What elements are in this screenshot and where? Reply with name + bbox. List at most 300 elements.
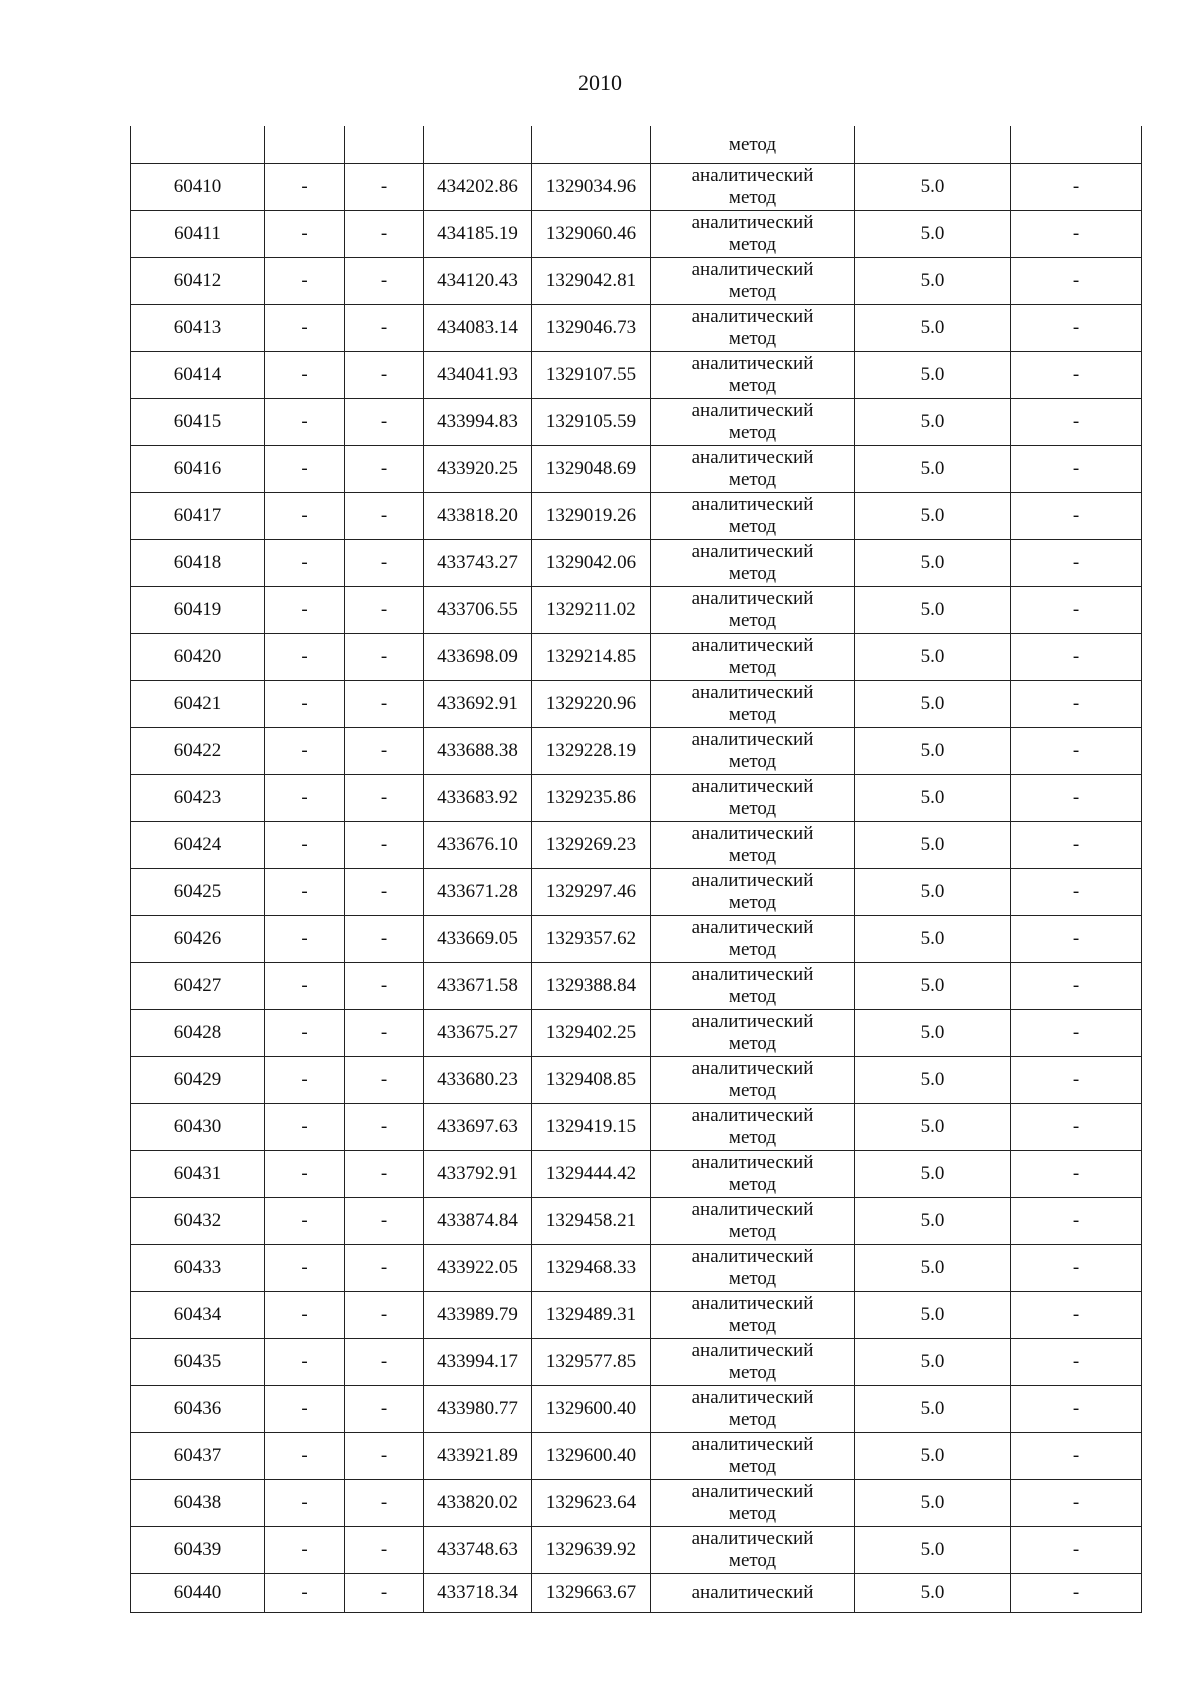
table-row [131, 1433, 1142, 1480]
method-line: метод [728, 1362, 777, 1383]
cell-accuracy: 5.0 [855, 211, 1011, 258]
cell-accuracy: 5.0 [855, 399, 1011, 446]
table-row [131, 1386, 1142, 1433]
cell-note: - [1011, 587, 1142, 634]
cell-accuracy: 5.0 [855, 587, 1011, 634]
cell-col2: - [265, 728, 345, 775]
cell-col2: - [265, 822, 345, 869]
method-line: аналитический [691, 494, 814, 515]
cell-id: 60423 [131, 775, 265, 822]
cell-id: 60432 [131, 1198, 265, 1245]
cell-x: 433683.92 [424, 775, 532, 822]
cell-note: - [1011, 1245, 1142, 1292]
table-row [131, 211, 1142, 258]
cell-id: 60418 [131, 540, 265, 587]
table-row [131, 1480, 1142, 1527]
method-line: аналитический [691, 165, 814, 186]
method-line: аналитический [691, 1293, 814, 1314]
cell-accuracy: 5.0 [855, 446, 1011, 493]
cell-method [651, 634, 855, 681]
cell-method [651, 1198, 855, 1245]
cell-col2: - [265, 1292, 345, 1339]
cell-method [651, 916, 855, 963]
cell-col2: - [265, 634, 345, 681]
cell-x: 433692.91 [424, 681, 532, 728]
cell-y: 1329639.92 [532, 1527, 651, 1574]
cell-y: 1329228.19 [532, 728, 651, 775]
cell-col3: - [345, 1057, 424, 1104]
cell-id: 60417 [131, 493, 265, 540]
table-row [131, 1151, 1142, 1198]
cell-x: 434185.19 [424, 211, 532, 258]
table-row [131, 305, 1142, 352]
method-line: метод [728, 1033, 777, 1054]
cell-y: 1329444.42 [532, 1151, 651, 1198]
cell-col3: - [345, 1292, 424, 1339]
cell-accuracy: 5.0 [855, 305, 1011, 352]
cell-x: 433743.27 [424, 540, 532, 587]
cell-note: - [1011, 540, 1142, 587]
table-row [131, 352, 1142, 399]
method-line: метод [728, 704, 777, 725]
method-line: метод [728, 751, 777, 772]
cell-x: 433671.58 [424, 963, 532, 1010]
cell-accuracy: 5.0 [855, 1386, 1011, 1433]
cell-col2: - [265, 399, 345, 446]
method-line: метод [728, 939, 777, 960]
cell-method [651, 963, 855, 1010]
cell-y: 1329357.62 [532, 916, 651, 963]
cell-col3: - [345, 399, 424, 446]
cell-y: 1329419.15 [532, 1104, 651, 1151]
cell-col3 [345, 126, 424, 164]
cell-accuracy: 5.0 [855, 916, 1011, 963]
method-line: аналитический [691, 870, 814, 891]
cell-col2: - [265, 493, 345, 540]
cell-col2: - [265, 1480, 345, 1527]
table-row [131, 446, 1142, 493]
cell-col2: - [265, 1386, 345, 1433]
cell-method [651, 1245, 855, 1292]
cell-col3: - [345, 587, 424, 634]
cell-col2: - [265, 1339, 345, 1386]
table-row [131, 1245, 1142, 1292]
cell-method [651, 164, 855, 211]
cell-x: 433688.38 [424, 728, 532, 775]
cell-y: 1329211.02 [532, 587, 651, 634]
cell-col3: - [345, 1480, 424, 1527]
cell-accuracy: 5.0 [855, 1151, 1011, 1198]
cell-col3: - [345, 1433, 424, 1480]
cell-id: 60426 [131, 916, 265, 963]
cell-col2: - [265, 1151, 345, 1198]
cell-id: 60439 [131, 1527, 265, 1574]
cell-col2: - [265, 1010, 345, 1057]
cell-x: 433980.77 [424, 1386, 532, 1433]
cell-col2: - [265, 1574, 345, 1613]
cell-method [651, 540, 855, 587]
cell-col2: - [265, 1198, 345, 1245]
cell-x: 433706.55 [424, 587, 532, 634]
cell-id: 60440 [131, 1574, 265, 1613]
cell-note: - [1011, 352, 1142, 399]
cell-id [131, 126, 265, 164]
cell-col3: - [345, 1010, 424, 1057]
method-line: метод [728, 281, 777, 302]
cell-col3: - [345, 822, 424, 869]
table-row [131, 869, 1142, 916]
table-row [131, 540, 1142, 587]
cell-col3: - [345, 775, 424, 822]
cell-accuracy: 5.0 [855, 1245, 1011, 1292]
cell-method [651, 869, 855, 916]
cell-method [651, 681, 855, 728]
method-line: аналитический [691, 1011, 814, 1032]
method-line: аналитический [691, 964, 814, 985]
method-line: метод [728, 1127, 777, 1148]
method-line: аналитический [691, 823, 814, 844]
cell-note: - [1011, 1292, 1142, 1339]
method-line: аналитический [691, 682, 814, 703]
table-row [131, 728, 1142, 775]
cell-y: 1329468.33 [532, 1245, 651, 1292]
method-line: метод [728, 328, 777, 349]
method-line: метод [728, 657, 777, 678]
method-line: метод [728, 563, 777, 584]
cell-col3: - [345, 164, 424, 211]
cell-x: 434041.93 [424, 352, 532, 399]
cell-method [651, 446, 855, 493]
method-line: аналитический [691, 1528, 814, 1549]
cell-note: - [1011, 634, 1142, 681]
method-line: аналитический [691, 212, 814, 233]
cell-col2: - [265, 869, 345, 916]
cell-col2: - [265, 587, 345, 634]
method-line: аналитический [691, 541, 814, 562]
cell-note: - [1011, 1198, 1142, 1245]
cell-method [651, 1386, 855, 1433]
cell-x: 433748.63 [424, 1527, 532, 1574]
method-line: аналитический [691, 1387, 814, 1408]
cell-x: 433676.10 [424, 822, 532, 869]
cell-note: - [1011, 305, 1142, 352]
cell-method [651, 822, 855, 869]
method-line: метод [728, 610, 777, 631]
cell-x: 433818.20 [424, 493, 532, 540]
method-line: аналитический [691, 1152, 814, 1173]
table-row [131, 1010, 1142, 1057]
method-line: метод [728, 1456, 777, 1477]
cell-accuracy: 5.0 [855, 822, 1011, 869]
table-row [131, 399, 1142, 446]
cell-method [651, 399, 855, 446]
cell-y: 1329060.46 [532, 211, 651, 258]
cell-col2: - [265, 963, 345, 1010]
cell-col2: - [265, 775, 345, 822]
table-row [131, 681, 1142, 728]
cell-accuracy: 5.0 [855, 1433, 1011, 1480]
cell-id: 60427 [131, 963, 265, 1010]
cell-method [651, 493, 855, 540]
cell-x: 433989.79 [424, 1292, 532, 1339]
cell-id: 60412 [131, 258, 265, 305]
cell-accuracy: 5.0 [855, 869, 1011, 916]
cell-col3: - [345, 446, 424, 493]
cell-y: 1329402.25 [532, 1010, 651, 1057]
cell-x: 433994.17 [424, 1339, 532, 1386]
table-row [131, 963, 1142, 1010]
method-line: аналитический [691, 1199, 814, 1220]
cell-note: - [1011, 728, 1142, 775]
cell-col3: - [345, 634, 424, 681]
cell-col2: - [265, 446, 345, 493]
cell-col3: - [345, 916, 424, 963]
cell-id: 60422 [131, 728, 265, 775]
cell-col3: - [345, 681, 424, 728]
cell-method [651, 258, 855, 305]
cell-accuracy: 5.0 [855, 634, 1011, 681]
cell-accuracy: 5.0 [855, 728, 1011, 775]
cell-col2: - [265, 1527, 345, 1574]
method-line: аналитический [691, 400, 814, 421]
cell-col3: - [345, 305, 424, 352]
cell-id: 60429 [131, 1057, 265, 1104]
cell-accuracy: 5.0 [855, 493, 1011, 540]
method-line: метод [728, 187, 777, 208]
cell-note: - [1011, 1151, 1142, 1198]
cell-note: - [1011, 1480, 1142, 1527]
continued-row [131, 126, 1142, 164]
cell-y [532, 126, 651, 164]
cell-y: 1329214.85 [532, 634, 651, 681]
cell-col3: - [345, 211, 424, 258]
cell-method [651, 1292, 855, 1339]
cell-y: 1329048.69 [532, 446, 651, 493]
cell-accuracy: 5.0 [855, 258, 1011, 305]
method-line: аналитический [691, 729, 814, 750]
cell-method [651, 1010, 855, 1057]
cell-col2: - [265, 305, 345, 352]
method-line: метод [728, 422, 777, 443]
cell-id: 60424 [131, 822, 265, 869]
cell-note: - [1011, 681, 1142, 728]
cell-col3: - [345, 1574, 424, 1613]
cell-y: 1329235.86 [532, 775, 651, 822]
cell-y: 1329623.64 [532, 1480, 651, 1527]
cell-y: 1329297.46 [532, 869, 651, 916]
method-line: метод [728, 1503, 777, 1524]
cell-col2: - [265, 1057, 345, 1104]
table-row [131, 822, 1142, 869]
cell-accuracy: 5.0 [855, 1527, 1011, 1574]
cell-method [651, 1480, 855, 1527]
cell-col3: - [345, 1198, 424, 1245]
cell-accuracy: 5.0 [855, 1198, 1011, 1245]
cell-id: 60421 [131, 681, 265, 728]
cell-x: 433920.25 [424, 446, 532, 493]
table-row [131, 1104, 1142, 1151]
method-line: аналитический [691, 1058, 814, 1079]
cell-y: 1329577.85 [532, 1339, 651, 1386]
cell-col3: - [345, 1386, 424, 1433]
cell-note: - [1011, 775, 1142, 822]
cell-method [651, 1104, 855, 1151]
cell-x: 433697.63 [424, 1104, 532, 1151]
cell-accuracy: 5.0 [855, 1292, 1011, 1339]
cell-col2 [265, 126, 345, 164]
method-line: аналитический [691, 1582, 814, 1603]
cell-note: - [1011, 399, 1142, 446]
cell-id: 60435 [131, 1339, 265, 1386]
cell-note: - [1011, 963, 1142, 1010]
method-line: метод [728, 986, 777, 1007]
cell-col2: - [265, 352, 345, 399]
method-line: метод [728, 1174, 777, 1195]
method-line: аналитический [691, 353, 814, 374]
cell-method [651, 587, 855, 634]
cell-col2: - [265, 1245, 345, 1292]
method-line: метод [728, 798, 777, 819]
cell-y: 1329107.55 [532, 352, 651, 399]
cell-method [651, 211, 855, 258]
method-line: метод [728, 845, 777, 866]
page-number: 2010 [578, 70, 622, 95]
cell-x: 434120.43 [424, 258, 532, 305]
cell-method [651, 775, 855, 822]
cell-x: 433671.28 [424, 869, 532, 916]
cell-method [651, 1433, 855, 1480]
method-line: метод [728, 1409, 777, 1430]
cell-note: - [1011, 1104, 1142, 1151]
method-line: метод [728, 1315, 777, 1336]
cell-method: метод [651, 126, 855, 164]
cell-col3: - [345, 963, 424, 1010]
cell-id: 60438 [131, 1480, 265, 1527]
cell-col3: - [345, 493, 424, 540]
table-row [131, 1574, 1142, 1613]
table-row [131, 634, 1142, 681]
method-line: аналитический [691, 1434, 814, 1455]
method-line: аналитический [691, 1481, 814, 1502]
cell-x: 433922.05 [424, 1245, 532, 1292]
cell-note [1011, 126, 1142, 164]
cell-id: 60433 [131, 1245, 265, 1292]
cell-id: 60428 [131, 1010, 265, 1057]
cell-note: - [1011, 1433, 1142, 1480]
cell-id: 60414 [131, 352, 265, 399]
cell-id: 60411 [131, 211, 265, 258]
cell-col3: - [345, 728, 424, 775]
cell-note: - [1011, 1339, 1142, 1386]
cell-col3: - [345, 540, 424, 587]
cell-col2: - [265, 1104, 345, 1151]
cell-method [651, 1151, 855, 1198]
cell-col2: - [265, 211, 345, 258]
cell-id: 60420 [131, 634, 265, 681]
cell-method [651, 728, 855, 775]
cell-col3: - [345, 1339, 424, 1386]
cell-col3: - [345, 1245, 424, 1292]
cell-note: - [1011, 258, 1142, 305]
cell-y: 1329388.84 [532, 963, 651, 1010]
cell-x: 434083.14 [424, 305, 532, 352]
cell-accuracy: 5.0 [855, 1010, 1011, 1057]
cell-col2: - [265, 681, 345, 728]
cell-x: 433820.02 [424, 1480, 532, 1527]
cell-col3: - [345, 352, 424, 399]
method-line: метод [728, 234, 777, 255]
method-line: метод [728, 1221, 777, 1242]
cell-y: 1329042.81 [532, 258, 651, 305]
cell-x: 433994.83 [424, 399, 532, 446]
cell-accuracy: 5.0 [855, 681, 1011, 728]
cell-id: 60425 [131, 869, 265, 916]
cell-y: 1329034.96 [532, 164, 651, 211]
method-line: аналитический [691, 635, 814, 656]
table-row [131, 916, 1142, 963]
cell-col3: - [345, 1527, 424, 1574]
cell-note: - [1011, 1527, 1142, 1574]
cell-note: - [1011, 822, 1142, 869]
table-row [131, 775, 1142, 822]
table-row [131, 493, 1142, 540]
cell-y: 1329046.73 [532, 305, 651, 352]
cell-accuracy: 5.0 [855, 1574, 1011, 1613]
table-row [131, 1198, 1142, 1245]
table-body [131, 126, 1142, 1613]
cell-col3: - [345, 869, 424, 916]
method-line: метод [728, 1080, 777, 1101]
cell-accuracy: 5.0 [855, 963, 1011, 1010]
cell-col2: - [265, 164, 345, 211]
cell-accuracy [855, 126, 1011, 164]
method-line: аналитический [691, 588, 814, 609]
cell-id: 60410 [131, 164, 265, 211]
cell-note: - [1011, 916, 1142, 963]
cell-y: 1329019.26 [532, 493, 651, 540]
table-row [131, 1339, 1142, 1386]
cell-id: 60431 [131, 1151, 265, 1198]
cell-y: 1329663.67 [532, 1574, 651, 1613]
method-line: метод [728, 1268, 777, 1289]
coordinates-table [130, 126, 1142, 1613]
cell-method [651, 1574, 855, 1613]
method-line: аналитический [691, 917, 814, 938]
cell-id: 60436 [131, 1386, 265, 1433]
method-line: метод [728, 469, 777, 490]
cell-x: 433669.05 [424, 916, 532, 963]
cell-col2: - [265, 916, 345, 963]
cell-note: - [1011, 211, 1142, 258]
method-line: аналитический [691, 447, 814, 468]
cell-y: 1329600.40 [532, 1433, 651, 1480]
cell-y: 1329105.59 [532, 399, 651, 446]
method-line: аналитический [691, 306, 814, 327]
cell-accuracy: 5.0 [855, 352, 1011, 399]
cell-x: 433718.34 [424, 1574, 532, 1613]
cell-method [651, 352, 855, 399]
cell-x [424, 126, 532, 164]
cell-x: 433680.23 [424, 1057, 532, 1104]
method-line: аналитический [691, 1340, 814, 1361]
cell-accuracy: 5.0 [855, 164, 1011, 211]
method-line: метод [728, 1550, 777, 1571]
cell-accuracy: 5.0 [855, 1057, 1011, 1104]
table-row [131, 1057, 1142, 1104]
cell-id: 60413 [131, 305, 265, 352]
cell-col3: - [345, 1151, 424, 1198]
cell-method [651, 1527, 855, 1574]
